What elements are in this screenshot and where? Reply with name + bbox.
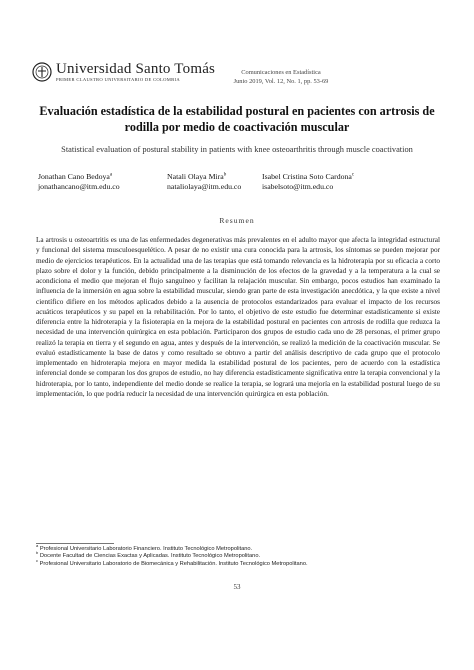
university-tagline: PRIMER CLAUSTRO UNIVERSITARIO DE COLOMBIA	[56, 77, 180, 82]
author-3	[262, 172, 354, 192]
footnote-text: Profesional Universitario Laboratorio Financiero. Instituto Tecnológico Metropolitano.	[39, 546, 253, 552]
paper-subtitle: Statistical evaluation of postural stability in patients with knee osteoarthritis through muscle coactivation	[61, 145, 413, 154]
author-name: Jonathan Cano Bedoya	[38, 172, 110, 181]
footnote-text: Docente Facultad de Ciencias Exactas y Aplicadas. Instituto Tecnológico Metropolitano.	[39, 553, 261, 560]
author-email: nataliolaya@itm.edu.co	[167, 182, 242, 191]
abstract-heading: Resumen	[219, 216, 255, 225]
author-2	[167, 172, 241, 192]
author-email: jonathancano@itm.edu.co	[38, 182, 120, 191]
author-mark: a	[109, 172, 113, 178]
paper-title: Evaluación estadística de la estabilidad postural en pacientes con artrosis de rodilla por medio de coactivación muscular	[39, 104, 435, 134]
footnote-mark: a	[36, 543, 39, 549]
author-email: isabelsoto@itm.edu.co	[262, 182, 334, 191]
author-1	[38, 172, 120, 192]
author-name: Natali Olaya Mira	[167, 172, 224, 181]
abstract-body: La artrosis u osteoartritis es una de las enfermedades degenerativas más prevalentes en el adulto mayor que afecta la integridad estructural y funcional del sistema musculoesquelético. A pesar de no existir una cura conocida para la artrosis, los síntomas se pueden mejorar por medio de ejercicios terapéuticos. En la actualidad una de las terapias que está tomando relevancia es la hidroterapia por su eficacia a corto plazo sobre el dolor y la función, debido principalmente a la disminución de los efectos de la gravedad y a la temperatura a la cual se acondiciona el medio que mejoran el flujo sanguíneo y facilitan la relajación muscular. Sin embargo, pocos estudios han examinado la influencia de la inmersión en agua sobre la estabilidad muscular, siendo gran parte de esta investigación anecdótica, y la que existe a nivel científico difiere en los métodos aplicados debido a la ausencia de protocolos estandarizados para evaluar el impacto de los recursos acuáticos terapéuticos y su papel en la rehabilitación. Por lo tanto, el objetivo de este estudio fue determinar estadísticamente si existe diferencia entre la hidroterapia y la fisioterapia en la mejora de la estabilidad postural en pacientes con artrosis de rodilla que reduzca la necesidad de una intervención quirúrgica en esta población. Participaron dos grupos de estudio cada uno de 28 personas, el primer grupo realizó la terapia en tierra y el segundo en agua, antes y después de la intervención, se realizó la medición de la coactivación muscular. Se evaluó estadísticamente la base de datos y como resultado se obtuvo a partir del análisis descriptivo de cada grupo que el protocolo implementado en hidroterapia mejora en mayor medida la estabilidad postural de los pacientes, pero de acuerdo con la estadística inferencial donde se comparan los dos grupos de estudio, no hay diferencia estadísticamente significativa entre la terapia convencional y la hidroterapia, por lo tanto, independiente del medio donde se realice la terapia, se logrará una mejoría en la estabilidad postural luego de su implementación, lo que podría reducir la necesidad de una intervención quirúrgica en esta población.	[36, 236, 440, 398]
footnote-c	[36, 557, 336, 568]
university-seal-icon	[32, 62, 52, 82]
footnote-b	[36, 550, 336, 560]
journal-info	[226, 68, 336, 86]
university-logo	[32, 62, 232, 88]
author-mark: c	[351, 172, 355, 178]
page-number: 53	[233, 583, 241, 591]
footnote-divider	[36, 543, 114, 544]
author-mark: b	[223, 172, 227, 178]
university-name: Universidad Santo Tomás	[56, 61, 216, 77]
footnote-text: Profesional Universitario Laboratorio de Biomecánica y Rehabilitación. Instituto Tecnológico Metropolitano.	[39, 560, 308, 567]
journal-issue: Junio 2019, Vol. 12, No. 1, pp. 53-69	[233, 78, 329, 85]
author-name: Isabel Cristina Soto Cardona	[262, 172, 352, 181]
footnote-mark: c	[36, 557, 38, 563]
footnotes	[36, 543, 336, 568]
journal-name: Comunicaciones en Estadística	[241, 69, 321, 76]
footnote-mark: b	[36, 550, 39, 556]
